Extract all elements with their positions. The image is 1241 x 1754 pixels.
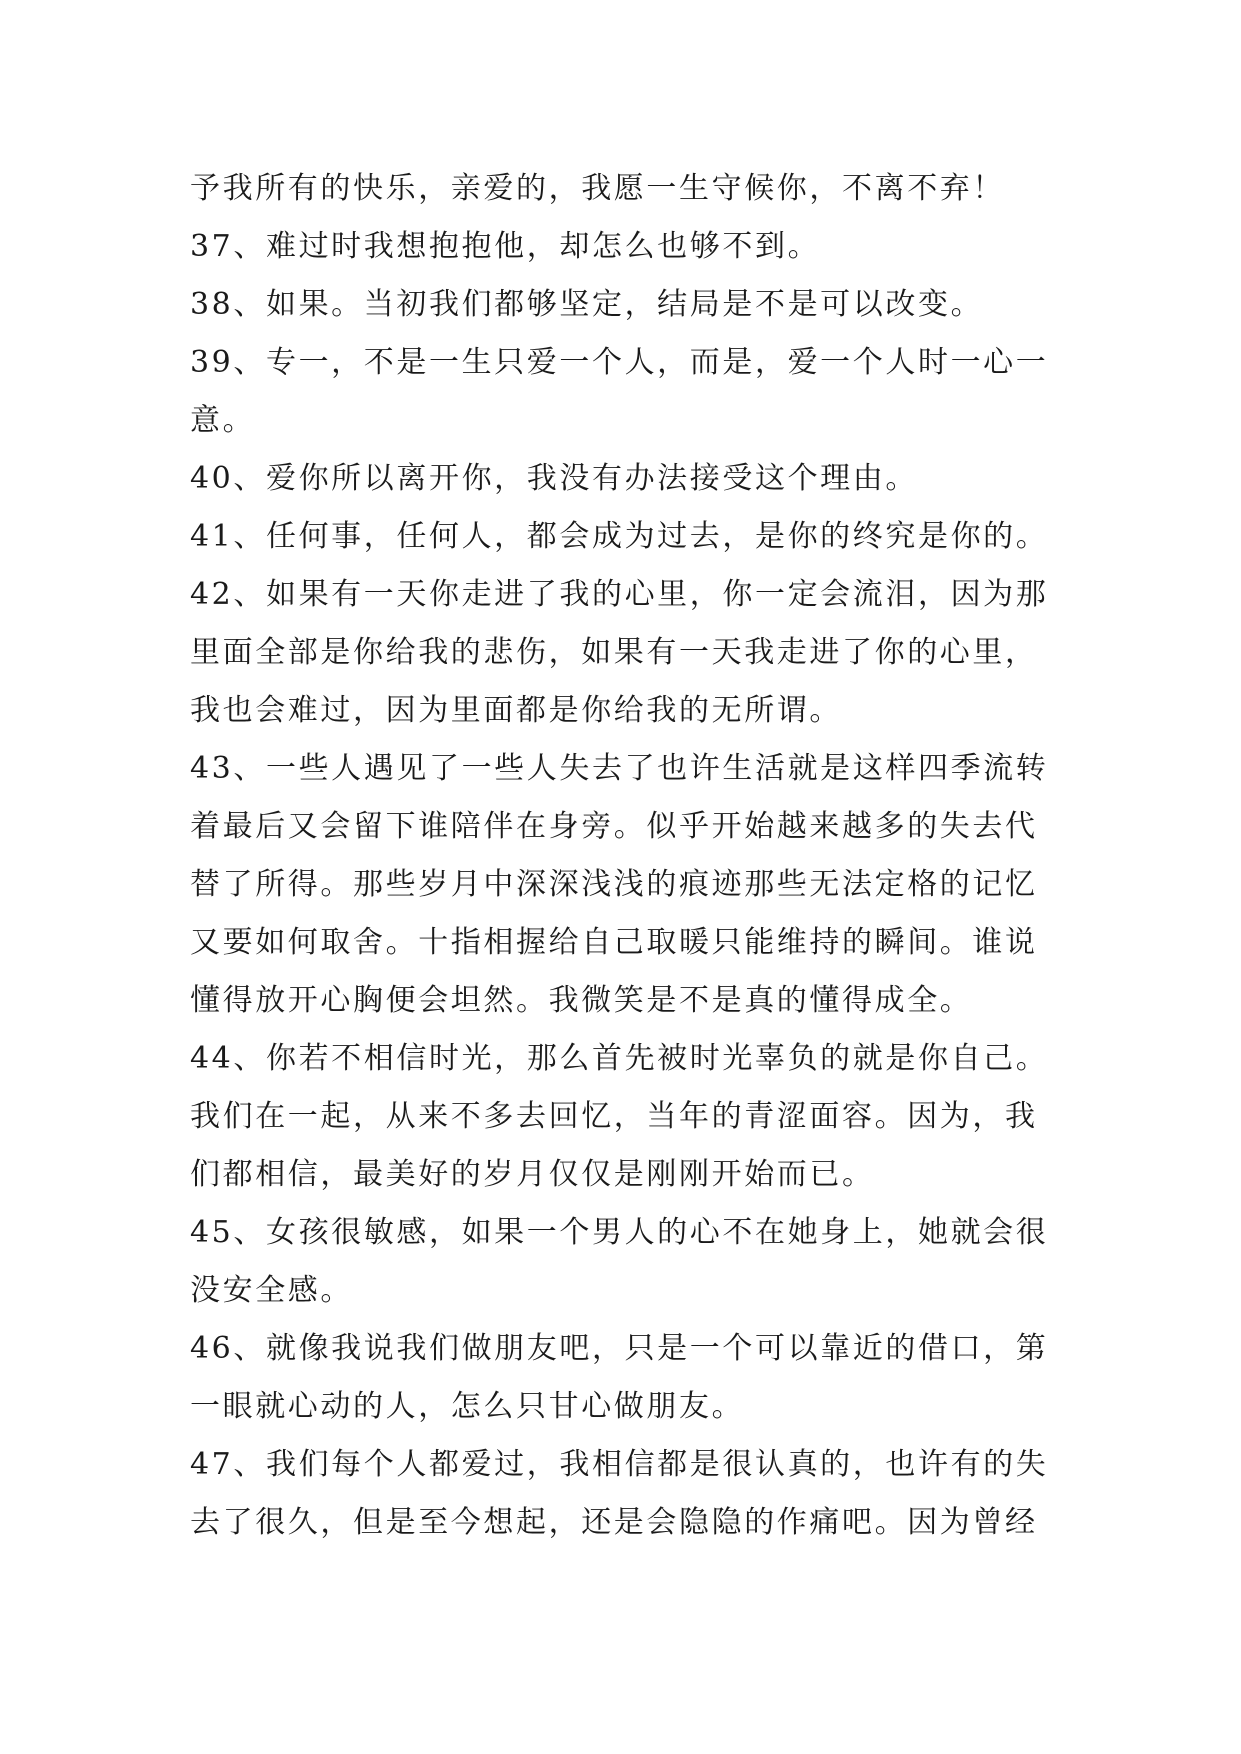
text-line: 去了很久，但是至今想起，还是会隐隐的作痛吧。因为曾经 xyxy=(190,1505,1038,1540)
text-line: 予我所有的快乐，亲爱的，我愿一生守候你，不离不弃！ xyxy=(190,171,1005,206)
text-line: 们都相信，最美好的岁月仅仅是刚刚开始而已。 xyxy=(190,1157,875,1192)
text-line: 41、任何事，任何人，都会成为过去，是你的终究是你的。 xyxy=(190,519,1049,554)
text-line: 37、难过时我想抱抱他，却怎么也够不到。 xyxy=(190,229,821,264)
text-line: 43、一些人遇见了一些人失去了也许生活就是这样四季流转 xyxy=(190,751,1049,786)
text-line: 一眼就心动的人，怎么只甘心做朋友。 xyxy=(190,1389,745,1424)
text-line: 45、女孩很敏感，如果一个男人的心不在她身上，她就会很 xyxy=(190,1215,1049,1250)
text-line: 39、专一，不是一生只爱一个人，而是，爱一个人时一心一 xyxy=(190,345,1049,380)
text-line: 着最后又会留下谁陪伴在身旁。似乎开始越来越多的失去代 xyxy=(190,809,1038,844)
text-line: 40、爱你所以离开你，我没有办法接受这个理由。 xyxy=(190,461,918,496)
text-line: 我也会难过，因为里面都是你给我的无所谓。 xyxy=(190,693,842,728)
text-line: 44、你若不相信时光，那么首先被时光辜负的就是你自己。 xyxy=(190,1041,1049,1076)
text-line: 我们在一起，从来不多去回忆，当年的青涩面容。因为，我 xyxy=(190,1099,1038,1134)
text-line: 又要如何取舍。十指相握给自己取暖只能维持的瞬间。谁说 xyxy=(190,925,1038,960)
text-line: 没安全感。 xyxy=(190,1273,353,1308)
text-line: 替了所得。那些岁月中深深浅浅的痕迹那些无法定格的记忆 xyxy=(190,867,1038,902)
text-line: 47、我们每个人都爱过，我相信都是很认真的，也许有的失 xyxy=(190,1447,1049,1482)
text-line: 38、如果。当初我们都够坚定，结局是不是可以改变。 xyxy=(190,287,984,322)
body-text xyxy=(190,160,1070,1552)
text-line: 42、如果有一天你走进了我的心里，你一定会流泪，因为那 xyxy=(190,577,1049,612)
text-line: 意。 xyxy=(190,403,256,438)
text-line: 懂得放开心胸便会坦然。我微笑是不是真的懂得成全。 xyxy=(190,983,973,1018)
text-line: 里面全部是你给我的悲伤，如果有一天我走进了你的心里， xyxy=(190,635,1038,670)
text-line: 46、就像我说我们做朋友吧，只是一个可以靠近的借口，第 xyxy=(190,1331,1049,1366)
